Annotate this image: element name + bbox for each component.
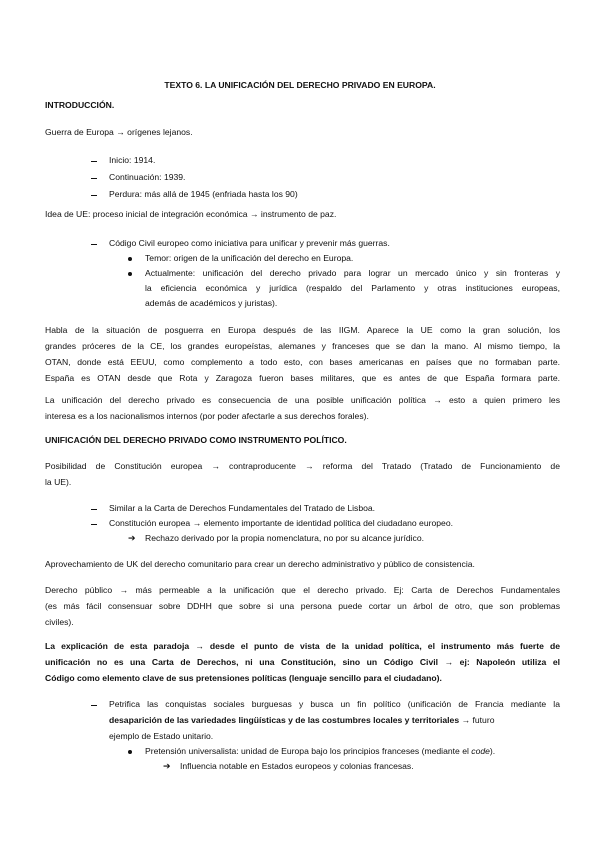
paragraph-derecho-publico-line: (es más fácil consensuar sobre DDHH que sobre si una persona puede cortar un árbol de otro, que son problemas (45, 601, 560, 611)
list-item-petrifica-line: Petrifica las conquistas sociales burguesas y busca un fin político (unificación de Francia mediante la (109, 699, 560, 709)
paragraph-posguerra-line: Habla de la situación de posguerra en Europa después de las IIGM. Aparece la UE como la gran solución, los (45, 325, 560, 335)
italic-span: code (471, 746, 490, 756)
paragraph-unificacion-line: interesa es a los nacionalismos internos (por poder afectarle a sus derechos forales). (45, 411, 369, 421)
dash-bullet (91, 524, 97, 525)
paragraph-guerra: Guerra de Europa → orígenes lejanos. (45, 127, 193, 137)
paragraph-posguerra-line: grandes próceres de la CE, los grandes europeístas, alemanes y franceses que se dan la mano. Al mismo tiempo, la (45, 341, 560, 351)
paragraph-uk: Aprovechamiento de UK del derecho comunitario para crear un derecho administrativo y público de consistencia. (45, 559, 475, 569)
list-item-inicio: Inicio: 1914. (109, 155, 156, 165)
dash-bullet (91, 509, 97, 510)
sub-item-rechazo: Rechazo derivado por la propia nomenclatura, no por su alcance jurídico. (145, 533, 424, 543)
text-span: Pretensión universalista: unidad de Europa bajo los principios franceses (mediante el (145, 746, 472, 756)
paragraph-posguerra-line: OTAN, donde está EEUU, como complemento a todo esto, con bases americanas en países que no formaban parte. (45, 357, 560, 367)
sub-item-actualmente-line: Actualmente: unificación del derecho privado para lograr un mercado único y sin fronteras y (145, 268, 560, 278)
list-item-perdura: Perdura: más allá de 1945 (enfriada hasta los 90) (109, 189, 298, 199)
dash-bullet (91, 178, 97, 179)
heading-unificacion-politica: UNIFICACIÓN DEL DERECHO PRIVADO COMO INSTRUMENTO POLÍTICO. (45, 435, 347, 445)
list-item-constitucion: Constitución europea → elemento importante de identidad política del ciudadano europeo. (109, 518, 453, 528)
sub-item-temor: Temor: origen de la unificación del derecho en Europa. (145, 253, 354, 263)
paragraph-derecho-publico-line: Derecho público → más permeable a la unificación que el derecho privado. Ej: Carta de Derechos Fundamentales (45, 585, 560, 595)
sub-item-actualmente-line: además de académicos y juristas). (145, 298, 278, 308)
dash-bullet (91, 161, 97, 162)
text-span: → futuro (459, 715, 495, 725)
text-span: ). (489, 746, 496, 756)
sub-item-actualmente-line: la eficiencia económica y jurídica (respaldo del Parlamento y otras instituciones europeas, (145, 283, 560, 293)
dash-bullet (91, 244, 97, 245)
dash-bullet (91, 705, 97, 706)
paragraph-paradoja-line: La explicación de esta paradoja → desde el punto de vista de la unidad política, el instrumento más fuerte de (45, 641, 560, 651)
list-item-carta: Similar a la Carta de Derechos Fundamentales del Tratado de Lisboa. (109, 503, 376, 513)
paragraph-paradoja-line: Código como elemento clave de sus pretensiones políticas (lenguaje sencillo para el ciudadano). (45, 673, 442, 683)
sub-sub-item-influencia: Influencia notable en Estados europeos y colonias francesas. (180, 761, 414, 771)
paragraph-posguerra-line: España es OTAN desde que Rota y Zaragoza fueron bases militares, que es antes de que España formara parte. (45, 373, 560, 383)
paragraph-constitucion-line: la UE). (45, 477, 72, 487)
paragraph-constitucion-line: Posibilidad de Constitución europea → contraproducente → reforma del Tratado (Tratado de Funcionamiento de (45, 461, 560, 471)
dot-bullet (128, 272, 132, 276)
document-title: TEXTO 6. LA UNIFICACIÓN DEL DERECHO PRIVADO EN EUROPA. (164, 80, 436, 90)
arrow-bullet-icon: ➔ (128, 533, 136, 543)
list-item-codigo-civil: Código Civil europeo como iniciativa para unificar y prevenir más guerras. (109, 238, 390, 248)
arrow-bullet-icon: ➔ (163, 761, 171, 771)
sub-item-pretension (145, 745, 495, 758)
heading-introduccion: INTRODUCCIÓN. (45, 100, 115, 110)
paragraph-paradoja-line: unificación no es una Carta de Derechos, ni una Constitución, sino un Código Civil → ej: Napoleón utiliza el (45, 657, 560, 667)
list-item-continuacion: Continuación: 1939. (109, 172, 186, 182)
dash-bullet (91, 195, 97, 196)
list-item-petrifica-line (109, 714, 494, 727)
bold-span: desaparición de las variedades lingüísticas y de las costumbres locales y territoriales (109, 715, 460, 725)
dot-bullet (128, 257, 132, 261)
paragraph-idea-ue: Idea de UE: proceso inicial de integración económica → instrumento de paz. (45, 209, 337, 219)
list-item-petrifica-line: ejemplo de Estado unitario. (109, 731, 214, 741)
paragraph-unificacion-line: La unificación del derecho privado es consecuencia de una posible unificación política → esto a quien primero les (45, 395, 560, 405)
dot-bullet (128, 750, 132, 754)
paragraph-derecho-publico-line: civiles). (45, 617, 74, 627)
